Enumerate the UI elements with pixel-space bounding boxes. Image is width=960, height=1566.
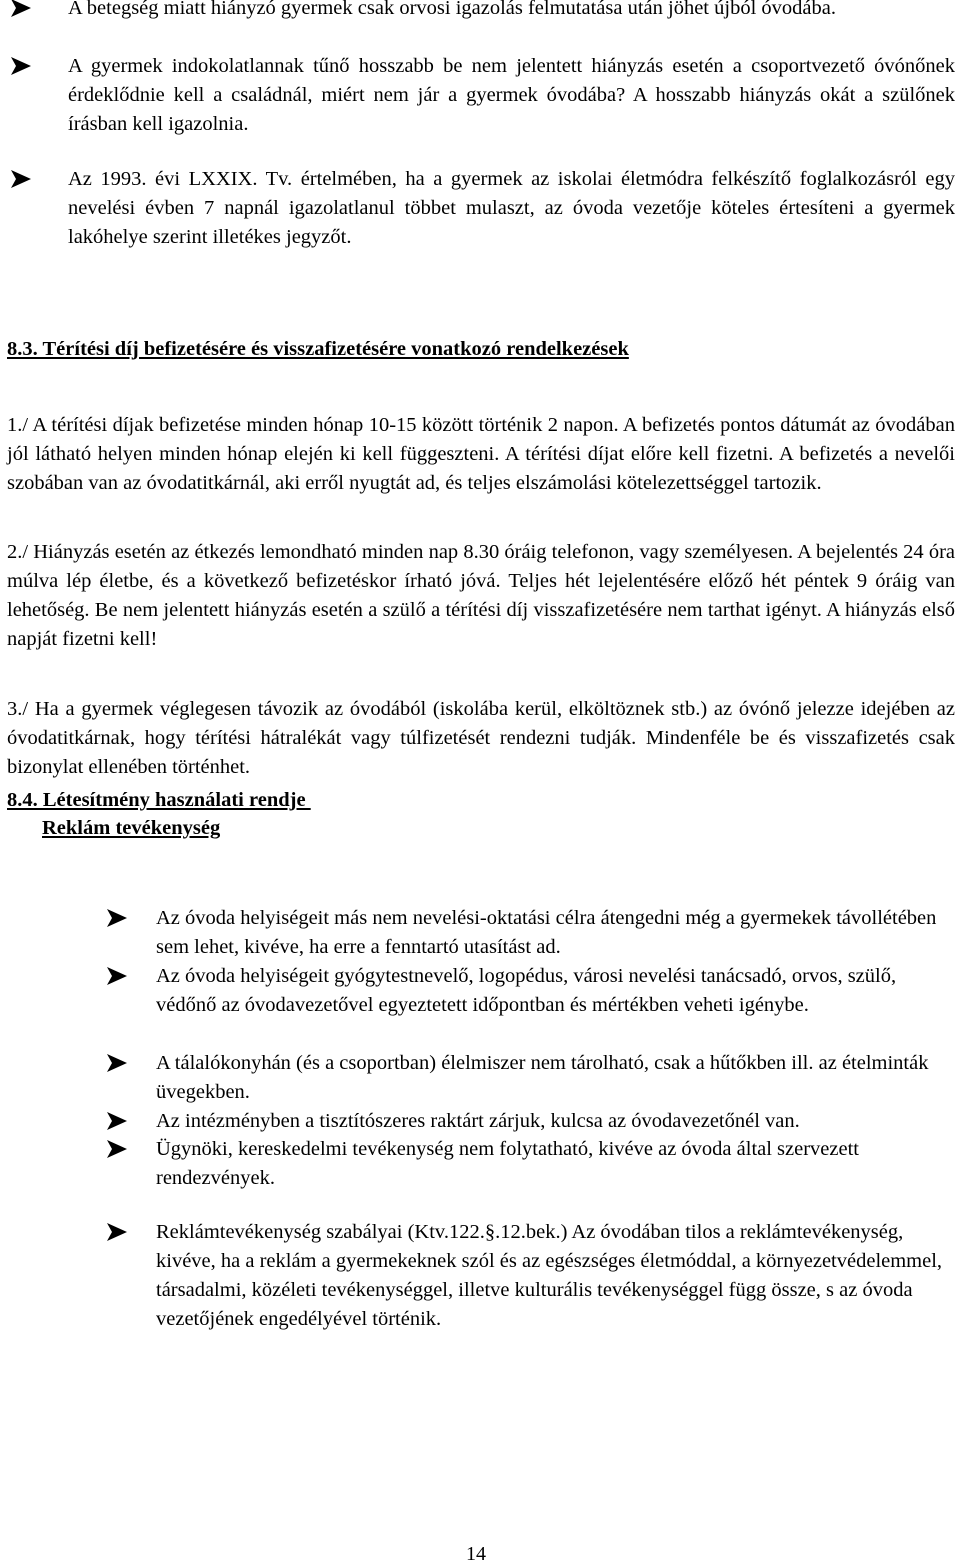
bullet-text: Az óvoda helyiségeit más nem nevelési-oktatási célra átengedni még a gyermekek távollétében sem lehet, kivéve, ha erre a fenntartó utasítást ad. [156, 907, 937, 958]
arrowhead-bullet-icon [106, 1139, 128, 1159]
arrowhead-bullet-icon [106, 1053, 128, 1073]
section-heading-8-3: 8.3. Térítési díj befizetésére és visszafizetésére vonatkozó rendelkezések [7, 338, 629, 360]
bullet-item [106, 1107, 956, 1136]
bullet-item [106, 1049, 956, 1107]
bullet-text: A betegség miatt hiányzó gyermek csak orvosi igazolás felmutatása után jöhet újból óvodába. [68, 0, 836, 19]
paragraph-3: 3./ Ha a gyermek véglegesen távozik az óvodából (iskolába kerül, elköltöznek stb.) az óvónő jelezze idejében az óvodatitkárnak, hogy térítési hátralékát vagy túlfizetését rendezni tudják. Mindenféle be és visszafizetés csak bizonylat ellenében történhet. [7, 697, 955, 778]
arrowhead-bullet-icon [10, 56, 32, 76]
bullet-text: Ügynöki, kereskedelmi tevékenység nem folytatható, kivéve az óvoda által szervezett rendezvények. [156, 1138, 859, 1189]
bullet-item [106, 904, 956, 962]
bullet-item [10, 165, 955, 252]
paragraph-1: 1./ A térítési díjak befizetése minden hónap 10-15 között történik 2 napon. A befizetés pontos dátumát az óvodában jól látható helyen minden hónap elején ki kell függeszteni. A térítési díjat előre kell fizetni. A befizetés a nevelői szobában van az óvodatitkárnál, aki erről nyugtát ad, és teljes elszámolási kötelezettséggel tartozik. [7, 413, 955, 494]
bullet-text: Reklámtevékenység szabályai (Ktv.122.§.12.bek.) Az óvodában tilos a reklámtevékenység, kivéve, ha a reklám a gyermekeknek szól és az egészséges életmóddal, a környezetvédelemmel, társadalmi, közéleti tevékenységgel, illetve kulturális tevékenységgel függ össze, s az óvoda vezetőjének engedélyével történik. [156, 1221, 943, 1330]
bullet-item [10, 0, 955, 23]
bullet-item [106, 1135, 956, 1193]
arrowhead-bullet-icon [106, 1111, 128, 1131]
arrowhead-bullet-icon [10, 0, 32, 18]
bullet-text: Az 1993. évi LXXIX. Tv. értelmében, ha a gyermek az iskolai életmódra felkészítő foglalkozásról egy nevelési évben 7 napnál igazolatlanul többet mulaszt, az óvoda vezetője köteles értesíteni a gyermek lakóhelye szerint illetékes jegyzőt. [68, 168, 955, 248]
bullet-text: A gyermek indokolatlannak tűnő hosszabb be nem jelentett hiányzás esetén a csoportvezető óvónőnek érdeklődnie kell a családnál, miért nem jár a gyermek óvodába? A hosszabb hiányzás okát a szülőnek írásban kell igazolnia. [68, 55, 955, 135]
arrowhead-bullet-icon [106, 966, 128, 986]
bullet-text: Az óvoda helyiségeit gyógytestnevelő, logopédus, városi nevelési tanácsadó, orvos, szülő, védőnő az óvodavezetővel egyeztetett időpontban és mértékben veheti igénybe. [156, 965, 897, 1016]
arrowhead-bullet-icon [106, 1222, 128, 1242]
bullet-text: Az intézményben a tisztítószeres raktárt zárjuk, kulcsa az óvodavezetőnél van. [156, 1110, 800, 1132]
paragraph-2: 2./ Hiányzás esetén az étkezés lemondható minden nap 8.30 óráig telefonon, vagy személyesen. A bejelentés 24 óra múlva lép életbe, és a következő befizetéskor írható jóvá. Teljes hét lejelentésére előző hét péntek 9 óráig van lehetőség. Be nem jelentett hiányzás esetén a szülő a térítési díj visszafizetésére nem tarthat igényt. A hiányzás első napját fizetni kell! [7, 540, 955, 650]
section-subheading-reklam: Reklám tevékenység [42, 817, 221, 839]
arrowhead-bullet-icon [10, 169, 32, 189]
bullet-item [10, 52, 955, 139]
bullet-item [106, 1218, 956, 1334]
page-number: 14 [466, 1543, 486, 1565]
bullet-item [106, 962, 956, 1020]
section-heading-8-4: 8.4. Létesítmény használati rendje [7, 789, 311, 811]
arrowhead-bullet-icon [106, 908, 128, 928]
bullet-text: A tálalókonyhán (és a csoportban) élelmiszer nem tárolható, csak a hűtőkben ill. az ételminták üvegekben. [156, 1052, 929, 1103]
